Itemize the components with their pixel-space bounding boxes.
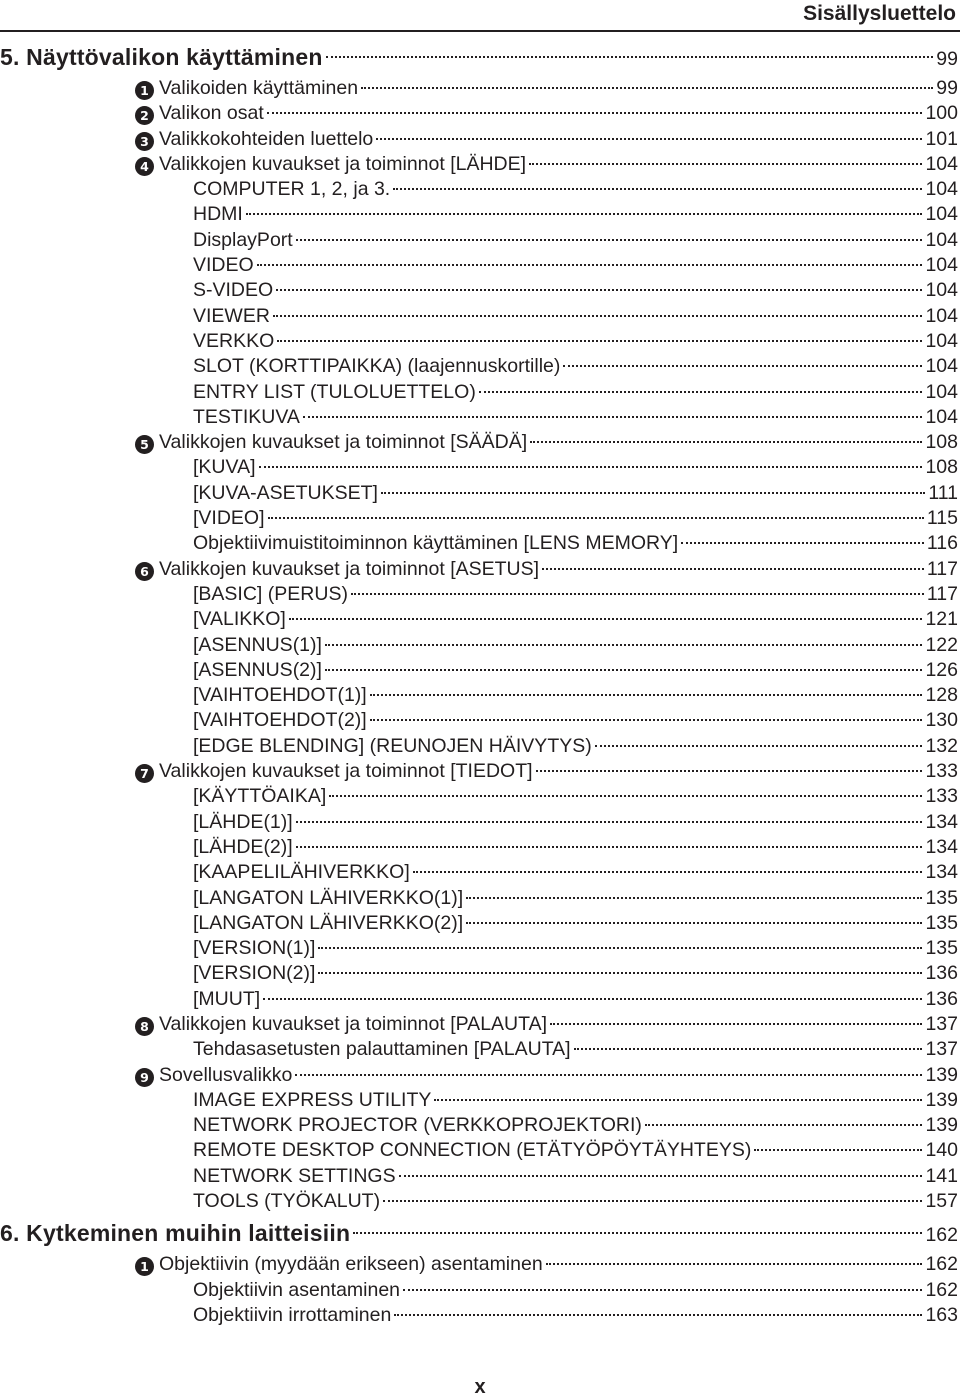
dot-leader bbox=[394, 1296, 922, 1321]
toc-entry-title: Sovellusvalikko bbox=[159, 1063, 293, 1086]
toc-entry-title: ENTRY LIST (TULOLUETTELO) bbox=[193, 380, 476, 403]
toc-subsection[interactable] bbox=[0, 398, 960, 428]
toc-entry-title: [MUUT] bbox=[193, 987, 261, 1010]
toc-entry-title: VIEWER bbox=[193, 304, 270, 327]
toc-entry-page: 128 bbox=[925, 684, 958, 707]
toc-entry-title: [VERSION(2)] bbox=[193, 962, 316, 985]
section-number-badge: 3 bbox=[135, 132, 154, 151]
toc-entry-title: Tehdasasetusten palauttaminen [PALAUTA] bbox=[193, 1038, 571, 1061]
dot-leader bbox=[295, 1056, 922, 1081]
dot-leader bbox=[546, 1245, 923, 1270]
toc-entry-page: 101 bbox=[925, 127, 958, 150]
toc-entry-page: 104 bbox=[925, 329, 958, 352]
toc-subsection[interactable] bbox=[0, 651, 960, 681]
toc-subsection[interactable] bbox=[0, 1182, 960, 1213]
toc-subsection[interactable] bbox=[0, 954, 960, 985]
toc-entry-title: REMOTE DESKTOP CONNECTION (ETÄTYÖPÖYTÄYHTEYS) bbox=[193, 1139, 752, 1162]
toc-entry-title: TOOLS (TYÖKALUT) bbox=[193, 1190, 381, 1213]
toc-entry-page: 108 bbox=[925, 456, 958, 479]
toc-entry-title: [LANGATON LÄHIVERKKO(2)] bbox=[193, 911, 464, 934]
toc-entry-page: 133 bbox=[925, 760, 958, 783]
toc-entry-page: 104 bbox=[925, 203, 958, 226]
dot-leader bbox=[530, 423, 922, 448]
dot-leader bbox=[318, 929, 922, 954]
toc-section[interactable] bbox=[0, 550, 960, 580]
toc-section[interactable] bbox=[0, 752, 960, 783]
page-header bbox=[0, 0, 960, 32]
toc-entry-page: 130 bbox=[925, 709, 958, 732]
toc-section[interactable] bbox=[0, 423, 960, 454]
toc-entry-page: 104 bbox=[925, 355, 958, 378]
toc-chapter[interactable] bbox=[0, 1216, 960, 1245]
toc-subsection[interactable] bbox=[0, 297, 960, 327]
section-number-badge: 4 bbox=[135, 157, 154, 176]
toc-entry-page: 121 bbox=[925, 608, 958, 631]
toc-entry-title: Valikkojen kuvaukset ja toiminnot [PALAUTA] bbox=[159, 1012, 548, 1035]
toc-entry-title: [ASENNUS(1)] bbox=[193, 633, 322, 656]
toc-subsection[interactable] bbox=[0, 1296, 960, 1326]
dot-leader bbox=[413, 853, 923, 878]
toc-entry-title: [EDGE BLENDING] (REUNOJEN HÄIVYTYS) bbox=[193, 734, 592, 757]
toc-entry-page: 115 bbox=[926, 507, 958, 530]
toc-entry-page: 134 bbox=[925, 810, 958, 833]
toc-subsection[interactable] bbox=[0, 727, 960, 757]
toc-entry-page: 133 bbox=[925, 785, 958, 808]
dot-leader bbox=[595, 727, 923, 752]
toc-subsection[interactable] bbox=[0, 626, 960, 656]
toc-section[interactable] bbox=[0, 1245, 960, 1276]
toc-subsection[interactable] bbox=[0, 904, 960, 934]
dot-leader bbox=[296, 828, 923, 853]
dot-leader bbox=[277, 322, 922, 347]
toc-entry-page: 117 bbox=[926, 557, 958, 580]
dot-leader bbox=[296, 803, 923, 828]
toc-entry-title: Valikkokohteiden luettelo bbox=[159, 127, 374, 150]
dot-leader bbox=[273, 297, 923, 322]
toc-entry-title: Valikkojen kuvaukset ja toiminnot [LÄHDE] bbox=[159, 152, 527, 175]
toc-subsection[interactable] bbox=[0, 879, 960, 909]
toc-subsection[interactable] bbox=[0, 1081, 960, 1111]
dot-leader bbox=[376, 120, 922, 145]
dot-leader bbox=[326, 40, 934, 65]
toc-entry-page: 137 bbox=[925, 1038, 958, 1061]
dot-leader bbox=[351, 575, 924, 600]
toc-entry-page: 135 bbox=[925, 911, 958, 934]
header-title: Sisällysluettelo bbox=[803, 2, 956, 25]
section-number-badge: 2 bbox=[135, 106, 154, 125]
toc-entry-title: [KÄYTTÖAIKA] bbox=[193, 785, 327, 808]
toc-subsection[interactable] bbox=[0, 1271, 960, 1301]
dot-leader bbox=[353, 1216, 922, 1241]
toc-entry-title: NETWORK SETTINGS bbox=[193, 1164, 396, 1187]
toc-subsection[interactable] bbox=[0, 1157, 960, 1187]
toc-subsection[interactable] bbox=[0, 676, 960, 707]
toc-entry-page: 99 bbox=[936, 48, 958, 70]
toc-entry-title: [LÄHDE(2)] bbox=[193, 835, 293, 858]
toc-entry-page: 104 bbox=[925, 254, 958, 277]
toc-subsection[interactable] bbox=[0, 347, 960, 378]
toc-entry-page: 117 bbox=[926, 582, 958, 605]
dot-leader bbox=[259, 448, 923, 473]
toc-entry-title: Valikkojen kuvaukset ja toiminnot [ASETUS] bbox=[159, 557, 540, 580]
dot-leader bbox=[370, 676, 923, 701]
dot-leader bbox=[268, 499, 924, 524]
toc-subsection[interactable] bbox=[0, 524, 960, 555]
toc-entry-title: Valikoiden käyttäminen bbox=[159, 77, 359, 99]
dot-leader bbox=[303, 398, 923, 423]
toc-entry-page: 104 bbox=[925, 380, 958, 403]
toc-entry-title: 6. Kytkeminen muihin laitteisiin bbox=[0, 1220, 351, 1247]
toc-entry-page: 122 bbox=[925, 633, 958, 656]
toc-entry-page: 132 bbox=[925, 734, 958, 757]
toc-entry-title: [KUVA-ASETUKSET] bbox=[193, 481, 378, 504]
dot-leader bbox=[529, 145, 922, 170]
toc-entry-title: VIDEO bbox=[193, 254, 254, 277]
dot-leader bbox=[296, 221, 923, 246]
toc-entry-page: 104 bbox=[925, 152, 958, 175]
dot-leader bbox=[263, 980, 922, 1005]
toc-entry-page: 163 bbox=[925, 1303, 958, 1326]
toc-subsection[interactable] bbox=[0, 474, 960, 504]
section-number-badge: 1 bbox=[135, 81, 154, 100]
toc-entry-title: [VIDEO] bbox=[193, 507, 265, 530]
toc-subsection[interactable] bbox=[0, 777, 960, 808]
toc-subsection[interactable] bbox=[0, 246, 960, 277]
dot-leader bbox=[466, 879, 922, 904]
section-number-badge: 9 bbox=[135, 1068, 154, 1087]
toc-entry-title: Valikkojen kuvaukset ja toiminnot [TIEDOT] bbox=[159, 760, 533, 783]
section-number-badge: 8 bbox=[135, 1017, 154, 1036]
toc-subsection[interactable] bbox=[0, 980, 960, 1010]
dot-leader bbox=[434, 1081, 922, 1106]
dot-leader bbox=[403, 1271, 922, 1296]
toc-entry-title: DisplayPort bbox=[193, 228, 293, 251]
toc-entry-page: 104 bbox=[925, 279, 958, 302]
toc-subsection[interactable] bbox=[0, 575, 960, 605]
toc-section[interactable] bbox=[0, 1056, 960, 1086]
toc-chapter[interactable] bbox=[0, 40, 960, 69]
toc-entry-page: 136 bbox=[925, 987, 958, 1010]
toc-subsection[interactable] bbox=[0, 600, 960, 631]
toc-entry-title: TESTIKUVA bbox=[193, 405, 300, 428]
toc-entry-title: [LÄHDE(1)] bbox=[193, 810, 293, 833]
toc-subsection[interactable] bbox=[0, 195, 960, 226]
dot-leader bbox=[754, 1131, 922, 1156]
toc-entry-title: Objektiivin asentaminen bbox=[193, 1278, 401, 1301]
toc-entry-title: VERKKO bbox=[193, 329, 275, 352]
toc-entry-page: 157 bbox=[925, 1190, 958, 1213]
toc-entry-page: 134 bbox=[925, 835, 958, 858]
toc-entry-page: 162 bbox=[925, 1278, 958, 1301]
toc-section[interactable] bbox=[0, 94, 960, 125]
toc-entry-page: 136 bbox=[925, 962, 958, 985]
toc-entry-page: 135 bbox=[925, 886, 958, 909]
dot-leader bbox=[550, 1005, 922, 1030]
toc-entry-title: [VALIKKO] bbox=[193, 608, 286, 631]
toc-subsection[interactable] bbox=[0, 929, 960, 960]
toc-entry-page: 111 bbox=[928, 481, 958, 504]
toc-entry-page: 139 bbox=[925, 1088, 958, 1111]
toc-entry-title: SLOT (KORTTIPAIKKA) (laajennuskortille) bbox=[193, 355, 561, 378]
toc-entry-title: 5. Näyttövalikon käyttäminen bbox=[0, 44, 323, 70]
toc-subsection[interactable] bbox=[0, 373, 960, 403]
toc-entry-page: 139 bbox=[925, 1063, 958, 1086]
toc-section[interactable] bbox=[0, 69, 960, 99]
dot-leader bbox=[393, 170, 922, 195]
toc-entry-title: [ASENNUS(2)] bbox=[193, 658, 322, 681]
toc-subsection[interactable] bbox=[0, 803, 960, 833]
toc-entry-page: 99 bbox=[936, 77, 958, 99]
toc-entry-title: [VAIHTOEHDOT(2)] bbox=[193, 709, 367, 732]
toc-entry-title: [LANGATON LÄHIVERKKO(1)] bbox=[193, 886, 464, 909]
dot-leader bbox=[479, 373, 923, 398]
toc-subsection[interactable] bbox=[0, 853, 960, 884]
toc-entry-title: Valikon osat bbox=[159, 102, 264, 125]
toc-subsection[interactable] bbox=[0, 322, 960, 352]
section-number-badge: 5 bbox=[135, 435, 154, 454]
toc-subsection[interactable] bbox=[0, 448, 960, 479]
toc-entry-page: 104 bbox=[925, 304, 958, 327]
toc-entry-page: 140 bbox=[925, 1139, 958, 1162]
dot-leader bbox=[542, 550, 924, 575]
dot-leader bbox=[325, 651, 923, 676]
dot-leader bbox=[466, 904, 922, 929]
dot-leader bbox=[563, 347, 922, 372]
dot-leader bbox=[267, 94, 923, 119]
toc-subsection[interactable] bbox=[0, 170, 960, 201]
dot-leader bbox=[325, 626, 923, 651]
dot-leader bbox=[645, 1106, 923, 1131]
toc-entry-title: Objektiivin (myydään erikseen) asentaminen bbox=[159, 1253, 543, 1276]
section-number-badge: 6 bbox=[135, 562, 154, 581]
toc-subsection[interactable] bbox=[0, 221, 960, 251]
toc-section[interactable] bbox=[0, 120, 960, 150]
toc-entry-title: NETWORK PROJECTOR (VERKKOPROJEKTORI) bbox=[193, 1114, 642, 1137]
toc-subsection[interactable] bbox=[0, 499, 960, 530]
toc-entry-title: [VERSION(1)] bbox=[193, 937, 316, 960]
dot-leader bbox=[383, 1182, 922, 1207]
toc-entry-page: 116 bbox=[926, 532, 958, 555]
toc-entry-page: 134 bbox=[925, 861, 958, 884]
page-number: x bbox=[474, 1376, 486, 1398]
toc-entry-page: 104 bbox=[925, 405, 958, 428]
toc-entry-title: IMAGE EXPRESS UTILITY bbox=[193, 1088, 432, 1111]
toc-entry-title: S-VIDEO bbox=[193, 279, 274, 302]
toc-entry-title: [VAIHTOEHDOT(1)] bbox=[193, 684, 367, 707]
dot-leader bbox=[318, 954, 922, 979]
toc-entry-title: Valikkojen kuvaukset ja toiminnot [SÄÄDÄ] bbox=[159, 431, 528, 454]
dot-leader bbox=[574, 1030, 923, 1055]
toc-section[interactable] bbox=[0, 145, 960, 175]
toc-entry-page: 104 bbox=[925, 228, 958, 251]
section-number-badge: 1 bbox=[135, 1257, 154, 1276]
toc-entry-page: 104 bbox=[925, 178, 958, 201]
toc-entry-page: 108 bbox=[925, 431, 958, 454]
toc-entry-page: 126 bbox=[925, 658, 958, 681]
toc-entry-page: 162 bbox=[925, 1224, 958, 1247]
toc-subsection[interactable] bbox=[0, 1030, 960, 1061]
toc-subsection[interactable] bbox=[0, 701, 960, 732]
toc-entry-page: 137 bbox=[925, 1012, 958, 1035]
table-of-contents bbox=[0, 40, 960, 1326]
dot-leader bbox=[276, 271, 922, 296]
dot-leader bbox=[246, 195, 923, 220]
dot-leader bbox=[257, 246, 923, 271]
dot-leader bbox=[361, 69, 933, 94]
dot-leader bbox=[381, 474, 925, 499]
toc-entry-title: [KAAPELILÄHIVERKKO] bbox=[193, 861, 410, 884]
dot-leader bbox=[370, 701, 923, 726]
toc-subsection[interactable] bbox=[0, 828, 960, 858]
dot-leader bbox=[289, 600, 923, 625]
section-number-badge: 7 bbox=[135, 764, 154, 783]
toc-subsection[interactable] bbox=[0, 1131, 960, 1162]
toc-subsection[interactable] bbox=[0, 271, 960, 302]
toc-subsection[interactable] bbox=[0, 1106, 960, 1137]
toc-entry-page: 100 bbox=[925, 102, 958, 125]
toc-entry-title: COMPUTER 1, 2, ja 3. bbox=[193, 178, 391, 201]
toc-entry-title: Objektiivimuistitoiminnon käyttäminen [LENS MEMORY] bbox=[193, 532, 679, 555]
toc-entry-title: [KUVA] bbox=[193, 456, 256, 479]
dot-leader bbox=[681, 524, 924, 549]
dot-leader bbox=[399, 1157, 923, 1182]
toc-section[interactable] bbox=[0, 1005, 960, 1035]
toc-entry-page: 139 bbox=[925, 1114, 958, 1137]
dot-leader bbox=[536, 752, 923, 777]
dot-leader bbox=[329, 777, 922, 802]
toc-entry-page: 162 bbox=[925, 1253, 958, 1276]
toc-entry-title: [BASIC] (PERUS) bbox=[193, 582, 348, 605]
toc-entry-title: HDMI bbox=[193, 203, 243, 226]
toc-entry-page: 135 bbox=[925, 937, 958, 960]
toc-entry-page: 141 bbox=[925, 1164, 958, 1187]
toc-entry-title: Objektiivin irrottaminen bbox=[193, 1303, 392, 1326]
